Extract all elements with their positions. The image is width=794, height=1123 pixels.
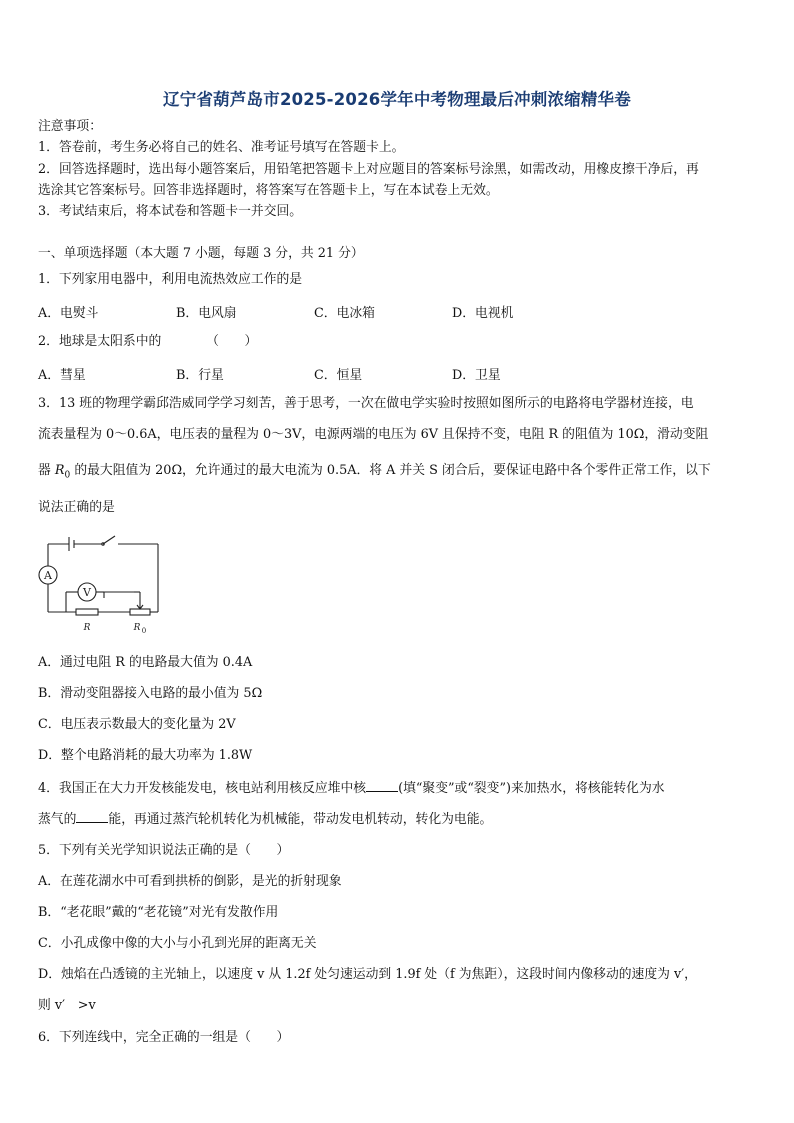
q4-blank-2 [76,810,108,823]
q3-line-3-prefix: 器 [38,463,55,478]
rheostat-r0-label: R [133,623,141,633]
q4-line-2-text: 蒸气的 [38,812,77,827]
q4-line-1-rest: (填“聚变”或“裂变”)来加热水，将核能转化为水 [398,781,665,796]
notice-item-2: 2．回答选择题时，选出每小题答案后，用铅笔把答题卡上对应题目的答案标号涂黑，如需改动，用橡皮擦干净后，再 [38,162,699,177]
ammeter-label: A [44,569,52,582]
resistor-r [76,609,98,615]
q3-r0-subscript: 0 [64,470,71,481]
section-heading: 一、单项选择题（本大题 7 小题，每题 3 分，共 21 分） [38,246,364,261]
q4-line-1-text: 4．我国正在大力开发核能发电，核电站利用核反应堆中核 [38,781,367,796]
q3-line-3 [38,462,760,485]
q5-option-d: D．烛焰在凸透镜的主光轴上，以速度 v 从 1.2f 处匀速运动到 1.9f 处（f 为焦距），这段时间内像移动的速度为 v′， [38,967,697,982]
q5-option-a: A．在莲花湖水中可看到拱桥的倒影，是光的折射现象 [38,874,342,889]
q3-line-1: 3．13 班的物理学霸邱浩威同学学习刻苦，善于思考，一次在做电学实验时按照如图所示的电路将电学器材连接，电 [38,396,694,411]
q4-line-1 [38,779,760,798]
rheostat-r0-subscript: 0 [141,627,147,635]
q2-option-a: A．彗星 [38,368,86,383]
notice-item-3: 3．考试结束后，将本试卷和答题卡一并交回。 [38,204,303,219]
q3-r0-symbol: R [54,463,65,478]
page-title: 辽宁省葫芦岛市2025-2026学年中考物理最后冲刺浓缩精华卷 [163,90,631,109]
q1-option-a: A．电熨斗 [38,306,99,321]
q2-stem: 2．地球是太阳系中的 （ ） [38,334,258,349]
q5-stem: 5．下列有关光学知识说法正确的是（ ） [38,843,290,858]
q3-line-3-rest: 的最大阻值为 20Ω，允许通过的最大电流为 0.5A．将 A 并关 S 闭合后，要保证电路中各个零件正常工作，以下 [70,463,711,478]
q1-option-c: C．电冰箱 [314,306,375,321]
q5-option-c: C．小孔成像中像的大小与小孔到光屏的距离无关 [38,936,317,951]
resistor-r-label: R [83,623,91,633]
notice-item-1: 1．答卷前，考生务必将自己的姓名、准考证号填写在答题卡上。 [38,140,405,155]
q3-line-2: 流表量程为 0～0.6A，电压表的量程为 0～3V，电源两端的电压为 6V 且保持不变，电阻 R 的阻值为 10Ω，滑动变阻 [38,427,709,442]
voltmeter-label: V [83,586,91,599]
q4-blank-1 [366,779,398,792]
q3-option-a: A．通过电阻 R 的电路最大值为 0.4A [38,655,253,670]
q2-option-d: D．卫星 [452,368,501,383]
switch-blade [103,536,115,544]
q1-stem: 1．下列家用电器中，利用电流热效应工作的是 [38,272,303,287]
q4-line-2 [38,810,760,829]
q4-line-2-rest: 能，再通过蒸汽轮机转化为机械能，带动发电机转动，转化为电能。 [108,812,493,827]
q3-option-b: B．滑动变阻器接入电路的最小值为 5Ω [38,686,263,701]
q2-option-c: C．恒星 [314,368,363,383]
q6-stem: 6．下列连线中，完全正确的一组是（ ） [38,1030,290,1045]
q3-option-c: C．电压表示数最大的变化量为 2V [38,717,236,732]
q1-option-b: B．电风扇 [176,306,237,321]
q5-option-d-cont: 则 v′ >v [38,998,96,1013]
notice-item-2-cont: 选涂其它答案标号。回答非选择题时，将答案写在答题卡上，写在本试卷上无效。 [38,183,499,198]
notice-heading: 注意事项： [38,119,102,134]
q3-line-4: 说法正确的是 [38,500,115,515]
q3-option-d: D．整个电路消耗的最大功率为 1.8W [38,748,253,763]
q2-option-b: B．行星 [176,368,224,383]
q1-option-d: D．电视机 [452,306,514,321]
circuit-diagram [38,532,168,640]
q5-option-b: B．“老花眼”戴的“老花镜”对光有发散作用 [38,905,279,920]
